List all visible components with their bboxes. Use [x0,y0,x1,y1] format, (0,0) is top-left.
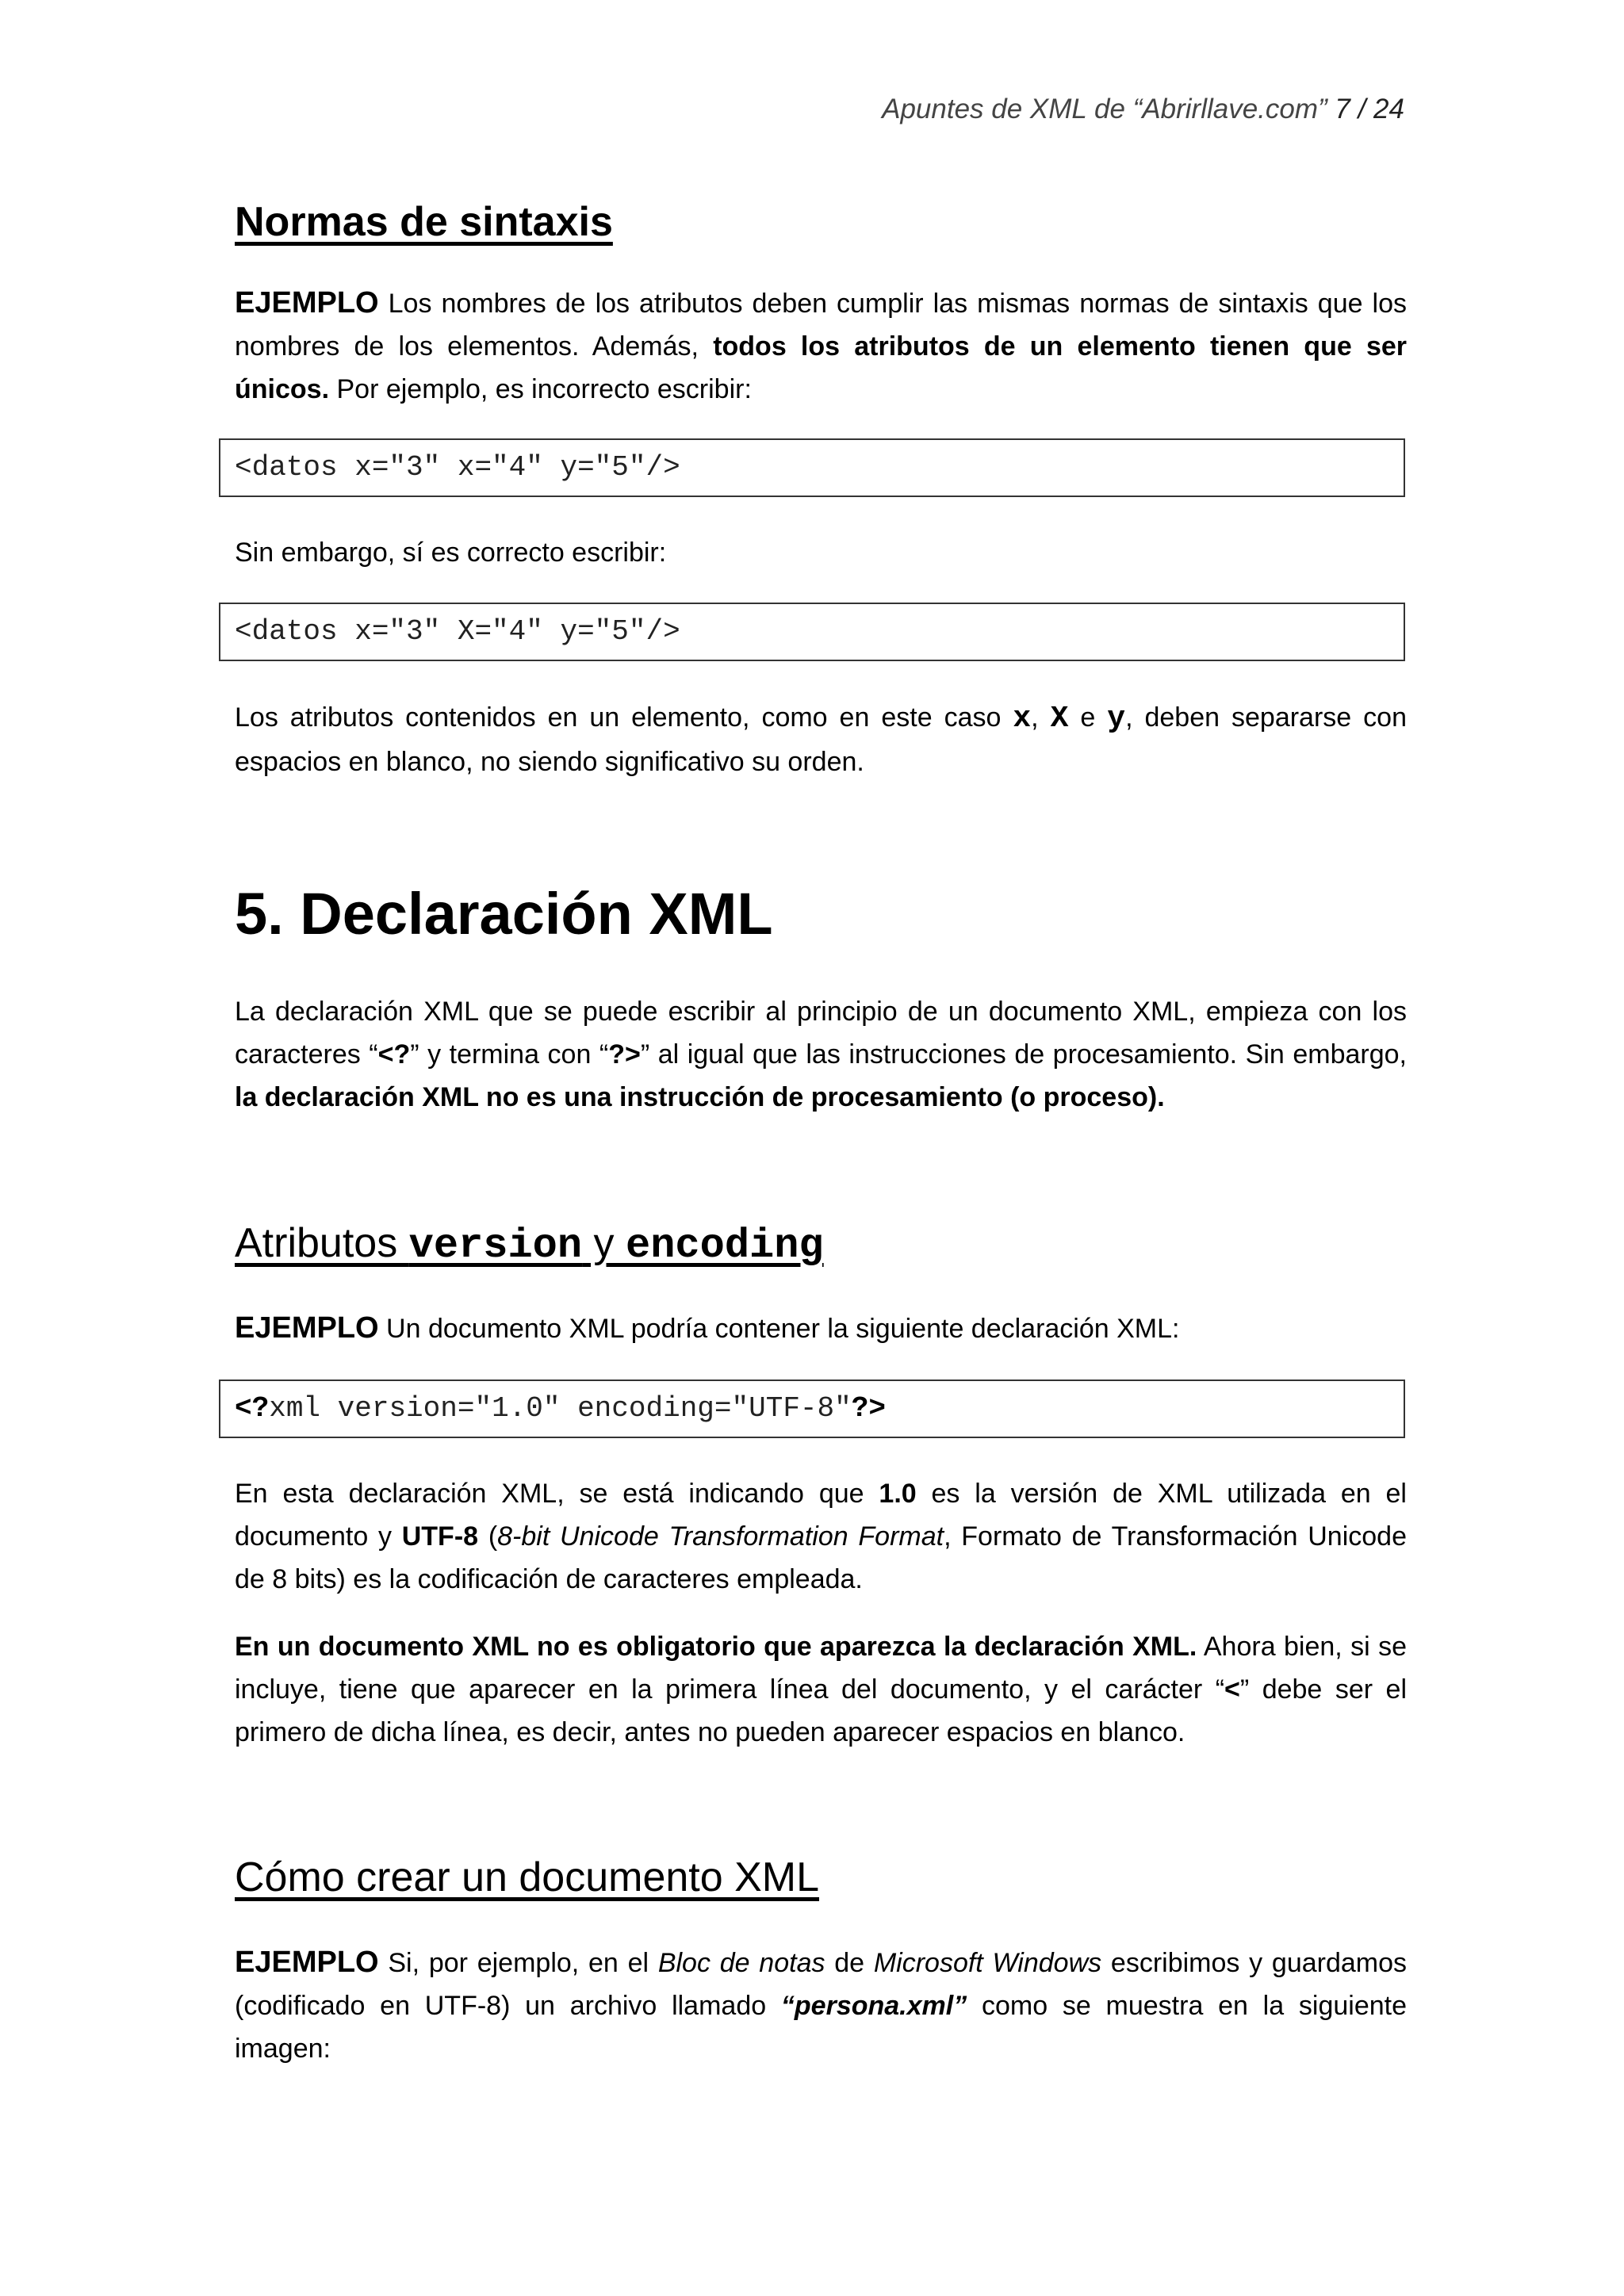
text-span: Un documento XML podría contener la siguiente declaración XML: [378,1314,1180,1344]
code-open: <? [235,1392,270,1425]
text-span: ” al igual que las instrucciones de procesamiento. Sin embargo, [640,1039,1407,1070]
bold-span: UTF-8 [401,1521,479,1552]
text-span: y [582,1220,626,1266]
paragraph-ejemplo-declaracion [235,1307,1407,1350]
ejemplo-label: EJEMPLO [235,1946,379,1979]
text-span: , [1031,702,1051,733]
text-span: e [1068,702,1108,733]
text-span: La declaración XML que se puede escribir al principio de un documento XML, empieza con los caracteres “ [235,997,1407,1070]
italic-span: Microsoft Windows [873,1948,1102,1978]
code-y: y [1107,702,1126,736]
paragraph-declaracion [235,990,1407,1119]
italic-span: Bloc de notas [657,1948,825,1978]
paragraph-sin-embargo: Sin embargo, sí es correcto escribir: [235,538,667,568]
text-span: Los atributos contenidos en un elemento, como en este caso [235,702,1013,733]
section-title-normas: Normas de sintaxis [235,199,613,245]
text-span: En esta declaración XML, se está indicando que [235,1479,879,1509]
bold-span: < [1224,1674,1240,1705]
code-encoding: encoding [626,1223,824,1269]
chapter-title-declaracion: 5. Declaración XML [235,881,773,947]
paragraph-atributos-normas [235,281,1407,411]
page-number: 7 / 24 [1335,94,1404,124]
text-span: como se muestra en la siguiente imagen: [235,1991,1407,2064]
text-span: de [825,1948,874,1978]
text-span: Ahora bien, si se incluye, tiene que aparecer en la primera línea del documento, y el carácter “ [235,1632,1408,1705]
code-close: ?> [851,1392,886,1425]
text-span: ” y termina con “ [410,1039,609,1070]
text-span: ” debe ser el primero de dicha línea, es decir, antes no pueden aparecer espacios en blanco. [235,1674,1407,1747]
ejemplo-label: EJEMPLO [235,286,379,320]
text-span: Si, por ejemplo, en el [378,1948,658,1978]
bold-span: ?> [608,1039,641,1070]
bold-span: En un documento XML no es obligatorio que aparezca la declaración XML. [235,1632,1197,1662]
code-block-correct: <datos x="3" X="4" y="5"/> [219,603,1405,661]
text-span: Los nombres de los atributos deben cumplir las mismas normas de sintaxis que los nombres de los elementos. Además, [235,289,1407,362]
text-span: ( [478,1521,498,1552]
section-title-como-crear: Cómo crear un documento XML [235,1854,820,1900]
italic-span: 8-bit Unicode Transformation Format [497,1521,944,1552]
ejemplo-label: EJEMPLO [235,1311,379,1345]
code-version: version [408,1223,583,1269]
bold-span: <? [377,1039,411,1070]
text-span: Atributos [235,1220,409,1266]
text-span: , deben separarse con espacios en blanco, no siendo significativo su orden. [235,702,1407,777]
text-span: , Formato de Transformación Unicode de 8 bits) es la codificación de caracteres empleada. [235,1521,1407,1594]
text-span: Por ejemplo, es incorrecto escribir: [329,374,752,404]
bold-italic-span: “persona.xml” [780,1991,967,2021]
bold-span: 1.0 [879,1479,917,1509]
code-block-incorrect: <datos x="3" x="4" y="5"/> [219,438,1405,497]
header-title: Apuntes de XML de “Abrirllave.com” [882,94,1327,124]
paragraph-version-utf8 [235,1472,1407,1601]
bold-span: todos los atributos de un elemento tienen que ser únicos. [235,331,1408,404]
code-block-xml-declaration [219,1380,1405,1438]
page-header [882,94,1404,125]
text-span: escribimos y guardamos (codificado en UTF-8) un archivo llamado [235,1948,1408,2021]
paragraph-no-obligatorio [235,1625,1407,1754]
text-span: es la versión de XML utilizada en el documento y [235,1479,1407,1552]
paragraph-atributos-separados [235,696,1407,783]
bold-span: la declaración XML no es una instrucción de procesamiento (o proceso). [235,1082,1165,1112]
paragraph-crear-documento [235,1941,1407,2070]
code-X: X [1050,702,1069,736]
code-x: x [1013,702,1032,736]
section-title-atributos [235,1219,824,1269]
code-body: xml version="1.0" encoding="UTF-8" [269,1392,852,1425]
